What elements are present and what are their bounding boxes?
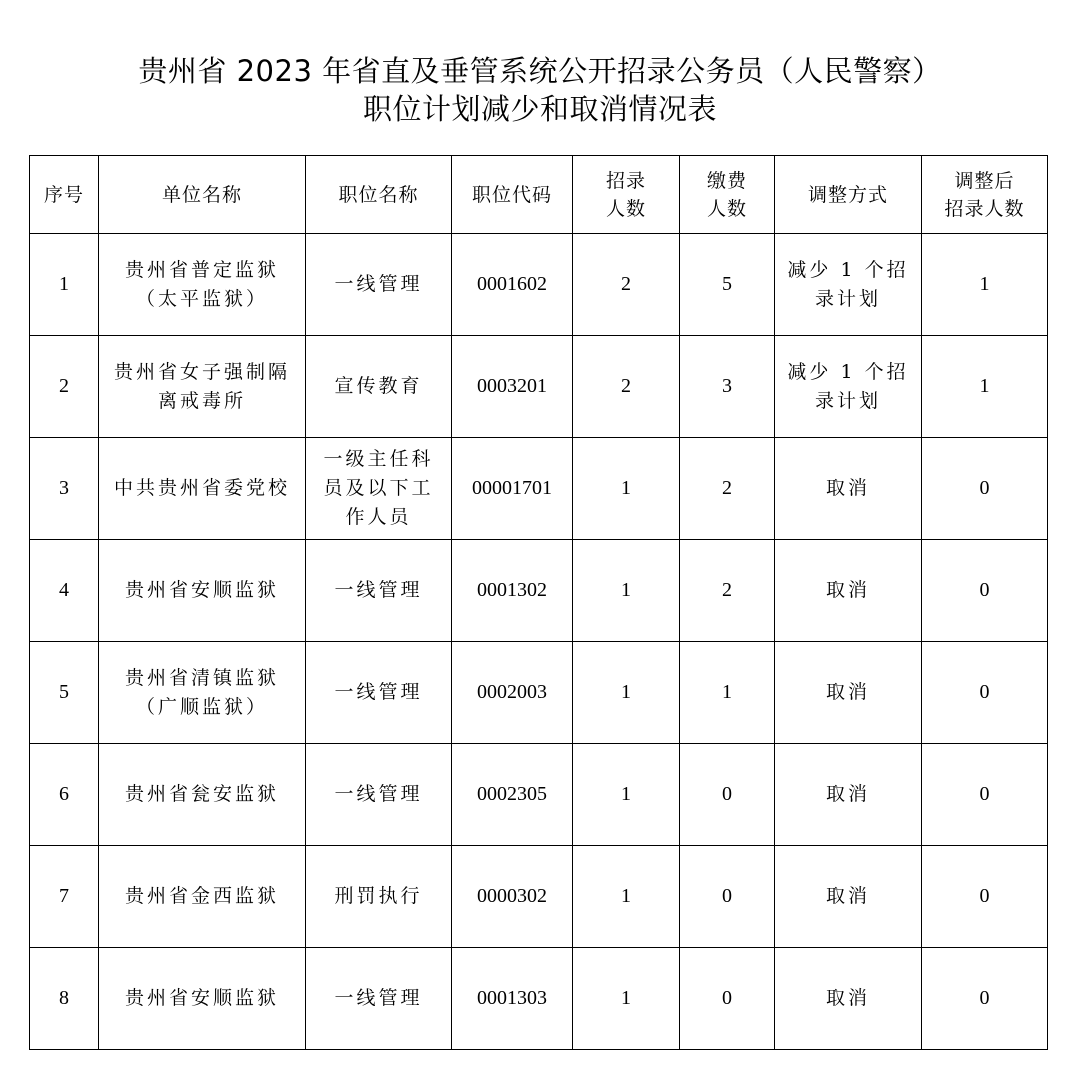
cell-recruit: 1: [573, 846, 680, 948]
cell-method: 取消: [775, 540, 922, 642]
cell-paid: 5: [680, 234, 775, 336]
cell-position: 一线管理: [306, 642, 452, 744]
cell-after: 0: [922, 744, 1048, 846]
cell-seq: 4: [30, 540, 99, 642]
cell-paid: 2: [680, 438, 775, 540]
header-paid: 缴费 人数: [680, 156, 775, 234]
cell-paid: 3: [680, 336, 775, 438]
cell-after: 0: [922, 846, 1048, 948]
cell-code: 0001302: [452, 540, 573, 642]
cell-method: 取消: [775, 948, 922, 1050]
cell-after: 1: [922, 234, 1048, 336]
table-row: [30, 744, 1048, 846]
cell-recruit: 1: [573, 642, 680, 744]
header-position: 职位名称: [306, 156, 452, 234]
cell-recruit: 1: [573, 540, 680, 642]
cell-position: 一线管理: [306, 948, 452, 1050]
cell-seq: 5: [30, 642, 99, 744]
cell-seq: 6: [30, 744, 99, 846]
cell-paid: 2: [680, 540, 775, 642]
table-row: [30, 336, 1048, 438]
cell-recruit: 1: [573, 438, 680, 540]
cell-position: 一级主任科员及以下工作人员: [306, 438, 452, 540]
cell-seq: 7: [30, 846, 99, 948]
header-recruit: 招录 人数: [573, 156, 680, 234]
cell-unit: 贵州省安顺监狱: [99, 540, 306, 642]
cell-seq: 2: [30, 336, 99, 438]
cell-code: 0001602: [452, 234, 573, 336]
cell-position: 一线管理: [306, 540, 452, 642]
cell-code: 0002003: [452, 642, 573, 744]
cell-method: 取消: [775, 846, 922, 948]
table-row: [30, 234, 1048, 336]
cell-recruit: 2: [573, 336, 680, 438]
cell-position: 刑罚执行: [306, 846, 452, 948]
cell-code: 0000302: [452, 846, 573, 948]
cell-method: 取消: [775, 744, 922, 846]
adjustment-table: [29, 155, 1048, 1050]
cell-after: 1: [922, 336, 1048, 438]
cell-method: 减少 1 个招录计划: [775, 336, 922, 438]
cell-after: 0: [922, 948, 1048, 1050]
header-method: 调整方式: [775, 156, 922, 234]
cell-paid: 0: [680, 846, 775, 948]
title-line-2: 职位计划减少和取消情况表: [362, 92, 717, 126]
table-row: [30, 948, 1048, 1050]
cell-paid: 0: [680, 744, 775, 846]
cell-position: 一线管理: [306, 744, 452, 846]
cell-code: 0001303: [452, 948, 573, 1050]
cell-code: 0003201: [452, 336, 573, 438]
cell-unit: 贵州省瓮安监狱: [99, 744, 306, 846]
cell-unit: 贵州省安顺监狱: [99, 948, 306, 1050]
cell-code: 0002305: [452, 744, 573, 846]
cell-method: 取消: [775, 438, 922, 540]
header-unit: 单位名称: [99, 156, 306, 234]
cell-recruit: 2: [573, 234, 680, 336]
cell-recruit: 1: [573, 744, 680, 846]
cell-after: 0: [922, 642, 1048, 744]
cell-after: 0: [922, 540, 1048, 642]
header-seq: 序号: [30, 156, 99, 234]
document-title: [0, 52, 1080, 128]
table-row: [30, 642, 1048, 744]
cell-method: 减少 1 个招录计划: [775, 234, 922, 336]
cell-unit: 中共贵州省委党校: [99, 438, 306, 540]
cell-method: 取消: [775, 642, 922, 744]
header-code: 职位代码: [452, 156, 573, 234]
cell-code: 00001701: [452, 438, 573, 540]
cell-seq: 3: [30, 438, 99, 540]
table-header-row: [30, 156, 1048, 234]
cell-position: 宣传教育: [306, 336, 452, 438]
cell-unit: 贵州省清镇监狱（广顺监狱）: [99, 642, 306, 744]
cell-paid: 0: [680, 948, 775, 1050]
cell-paid: 1: [680, 642, 775, 744]
table-row: [30, 540, 1048, 642]
cell-unit: 贵州省金西监狱: [99, 846, 306, 948]
table-row: [30, 438, 1048, 540]
header-after: 调整后 招录人数: [922, 156, 1048, 234]
cell-position: 一线管理: [306, 234, 452, 336]
title-line-1: 贵州省 2023 年省直及垂管系统公开招录公务员（人民警察）: [138, 54, 942, 88]
cell-recruit: 1: [573, 948, 680, 1050]
table-row: [30, 846, 1048, 948]
cell-seq: 8: [30, 948, 99, 1050]
cell-after: 0: [922, 438, 1048, 540]
cell-seq: 1: [30, 234, 99, 336]
cell-unit: 贵州省女子强制隔离戒毒所: [99, 336, 306, 438]
cell-unit: 贵州省普定监狱（太平监狱）: [99, 234, 306, 336]
